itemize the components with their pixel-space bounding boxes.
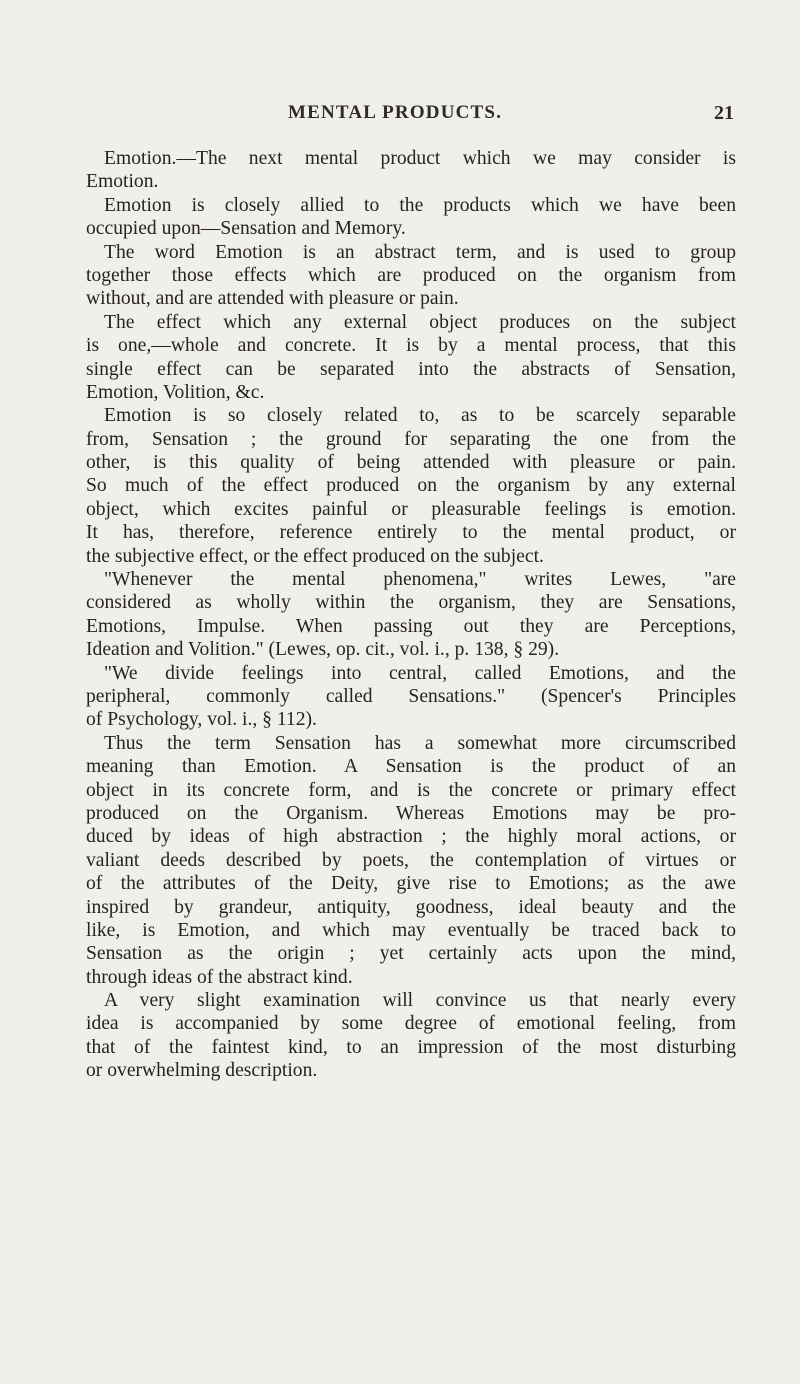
text-line: Emotion. (86, 171, 159, 193)
text-line: idea is accompanied by some degree of emotional feeling, from (86, 1013, 736, 1035)
text-line: like, is Emotion, and which may eventually be traced back to (86, 919, 736, 941)
text-line: other, is this quality of being attended with pleasure or pain. (86, 452, 736, 474)
text-line: Emotions, Impulse. When passing out they are Perceptions, (86, 615, 736, 637)
text-line: produced on the Organism. Whereas Emotions may be pro- (86, 802, 736, 824)
running-head: MENTAL PRODUCTS. (288, 102, 503, 123)
text-line: peripheral, commonly called Sensations." (Spencer's Principles (86, 685, 736, 707)
text-line: of the attributes of the Deity, give rise to Emotions; as the awe (86, 873, 736, 895)
text-line: The effect which any external object produces on the subject (104, 311, 736, 333)
text-line: Emotion.—The next mental product which we may consider is (104, 148, 736, 169)
text-line: from, Sensation ; the ground for separating the one from the (86, 428, 736, 450)
text-line: valiant deeds described by poets, the contemplation of virtues or (86, 849, 736, 871)
text-line: duced by ideas of high abstraction ; the highly moral actions, or (86, 826, 736, 848)
blank-page-area (0, 880, 800, 1384)
text-line: through ideas of the abstract kind. (86, 966, 353, 988)
text-line: The word Emotion is an abstract term, and is used to group (104, 241, 736, 263)
text-line: is one,—whole and concrete. It is by a mental process, that this (86, 335, 736, 357)
text-line: Thus the term Sensation has a somewhat more circumscribed (104, 732, 736, 754)
text-line: "We divide feelings into central, called Emotions, and the (104, 662, 736, 684)
text-line: object in its concrete form, and is the concrete or primary effect (86, 779, 736, 801)
text-line: Emotion, Volition, &c. (86, 381, 265, 403)
page-header (0, 102, 800, 132)
text-line: that of the faintest kind, to an impression of the most disturbing (86, 1036, 736, 1058)
text-line: considered as wholly within the organism, they are Sensations, (86, 592, 736, 614)
text-line: the subjective effect, or the effect produced on the subject. (86, 545, 544, 567)
text-line: single effect can be separated into the abstracts of Sensation, (86, 358, 736, 380)
text-line: meaning than Emotion. A Sensation is the product of an (86, 756, 736, 778)
text-line: inspired by grandeur, antiquity, goodness, ideal beauty and the (86, 896, 736, 918)
text-line: or overwhelming description. (86, 1060, 318, 1082)
text-line: object, which excites painful or pleasurable feelings is emotion. (86, 498, 736, 520)
text-line: It has, therefore, reference entirely to the mental product, or (86, 522, 736, 544)
text-line: without, and are attended with pleasure or pain. (86, 288, 459, 310)
text-line: Ideation and Volition." (Lewes, op. cit., vol. i., p. 138, § 29). (86, 639, 560, 661)
text-line: So much of the effect produced on the organism by any external (86, 475, 736, 497)
text-line: A very slight examination will convince us that nearly every (104, 990, 736, 1012)
text-line: Emotion is closely allied to the products which we have been (104, 194, 736, 216)
text-line: "Whenever the mental phenomena," writes Lewes, "are (104, 569, 736, 591)
text-line: together those effects which are produced on the organism from (86, 264, 736, 286)
text-line: occupied upon—Sensation and Memory. (86, 218, 406, 240)
text-line: of Psychology, vol. i., § 112). (86, 709, 317, 731)
text-line: Sensation as the origin ; yet certainly acts upon the mind, (86, 943, 736, 965)
text-line: Emotion is so closely related to, as to be scarcely separable (104, 405, 736, 427)
page-number: 21 (714, 102, 734, 124)
